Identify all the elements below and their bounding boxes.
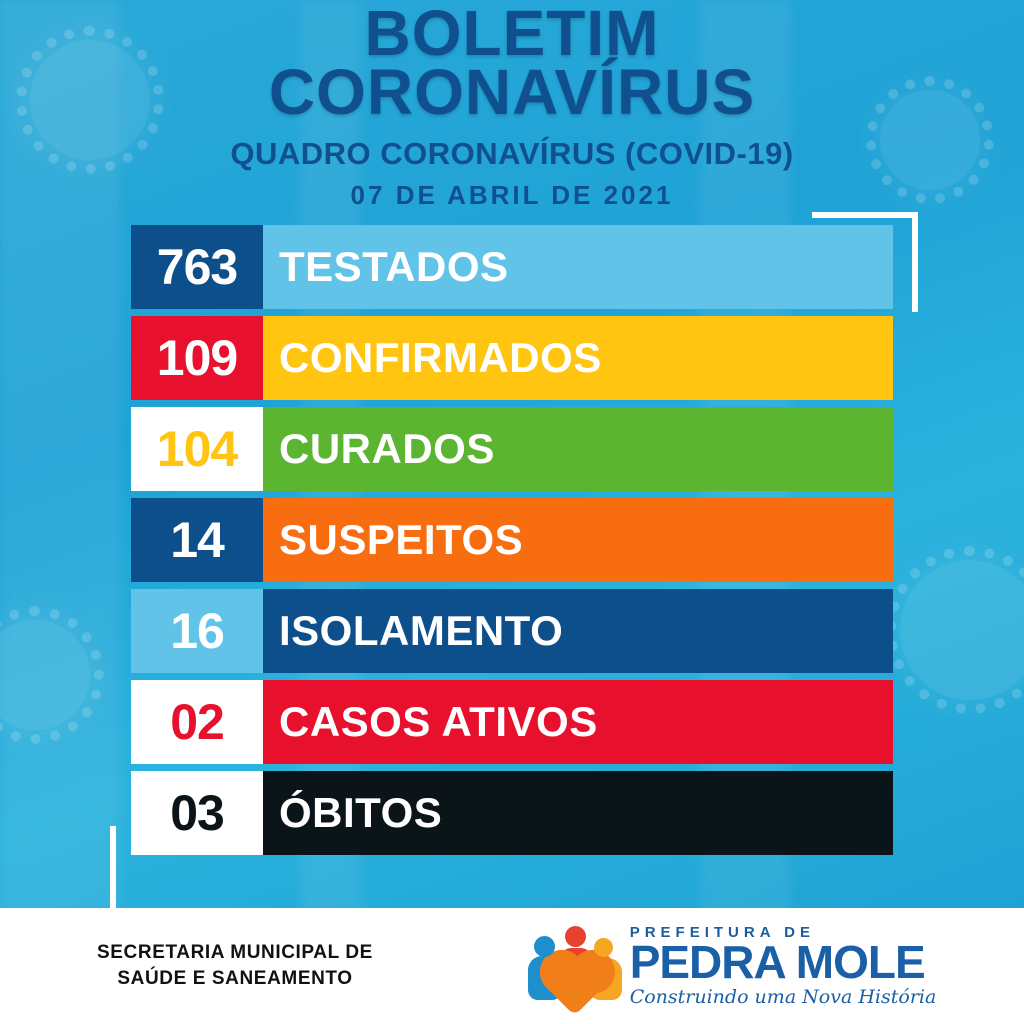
secretaria-block: [0, 940, 470, 991]
heart-icon: [546, 956, 605, 1015]
stat-row: [131, 316, 893, 400]
stat-value: 763: [131, 225, 263, 309]
stat-label: TESTADOS: [263, 225, 893, 309]
statistics-list: [131, 225, 893, 855]
poster-subtitle: QUADRO CORONAVÍRUS (COVID-19): [230, 135, 794, 171]
stat-value: 109: [131, 316, 263, 400]
secretaria-line2: SAÚDE E SANEAMENTO: [117, 968, 353, 989]
stat-value: 16: [131, 589, 263, 673]
stat-value: 03: [131, 771, 263, 855]
figure-yellow-head: [594, 938, 613, 957]
logo-city-name: PEDRA MOLE: [629, 935, 925, 988]
people-heart-logo-icon: [528, 926, 624, 1006]
stat-row: [131, 771, 893, 855]
prefeitura-logo: [470, 924, 1024, 1009]
page-title-line2: CORONAVÍRUS: [268, 55, 756, 128]
stat-value: 104: [131, 407, 263, 491]
figure-blue-head: [534, 936, 555, 957]
stat-row: [131, 680, 893, 764]
stat-row: [131, 407, 893, 491]
logo-slogan: Construindo uma Nova História: [629, 986, 937, 1009]
stat-label: SUSPEITOS: [263, 498, 893, 582]
poster-header: [0, 0, 1024, 211]
stat-row: [131, 589, 893, 673]
stat-label: ÓBITOS: [263, 771, 893, 855]
poster-footer: [0, 908, 1024, 1024]
poster-date: 07 DE ABRIL DE 2021: [350, 179, 674, 210]
stat-row: [131, 498, 893, 582]
secretaria-line1: SECRETARIA MUNICIPAL DE: [97, 942, 373, 964]
stat-label: CURADOS: [263, 407, 893, 491]
virus-decoration-icon: [0, 620, 90, 730]
stat-label: ISOLAMENTO: [263, 589, 893, 673]
logo-prefix: PREFEITURA DE: [629, 923, 815, 941]
page-title-line1: BOLETIM: [364, 0, 660, 69]
figure-red-head: [565, 926, 586, 947]
logo-text-block: [630, 924, 937, 1009]
stat-value: 02: [131, 680, 263, 764]
bracket-top-right: [812, 212, 918, 312]
stat-value: 14: [131, 498, 263, 582]
stat-row: [131, 225, 893, 309]
virus-decoration-icon: [900, 560, 1024, 700]
stat-label: CASOS ATIVOS: [263, 680, 893, 764]
stat-label: CONFIRMADOS: [263, 316, 893, 400]
